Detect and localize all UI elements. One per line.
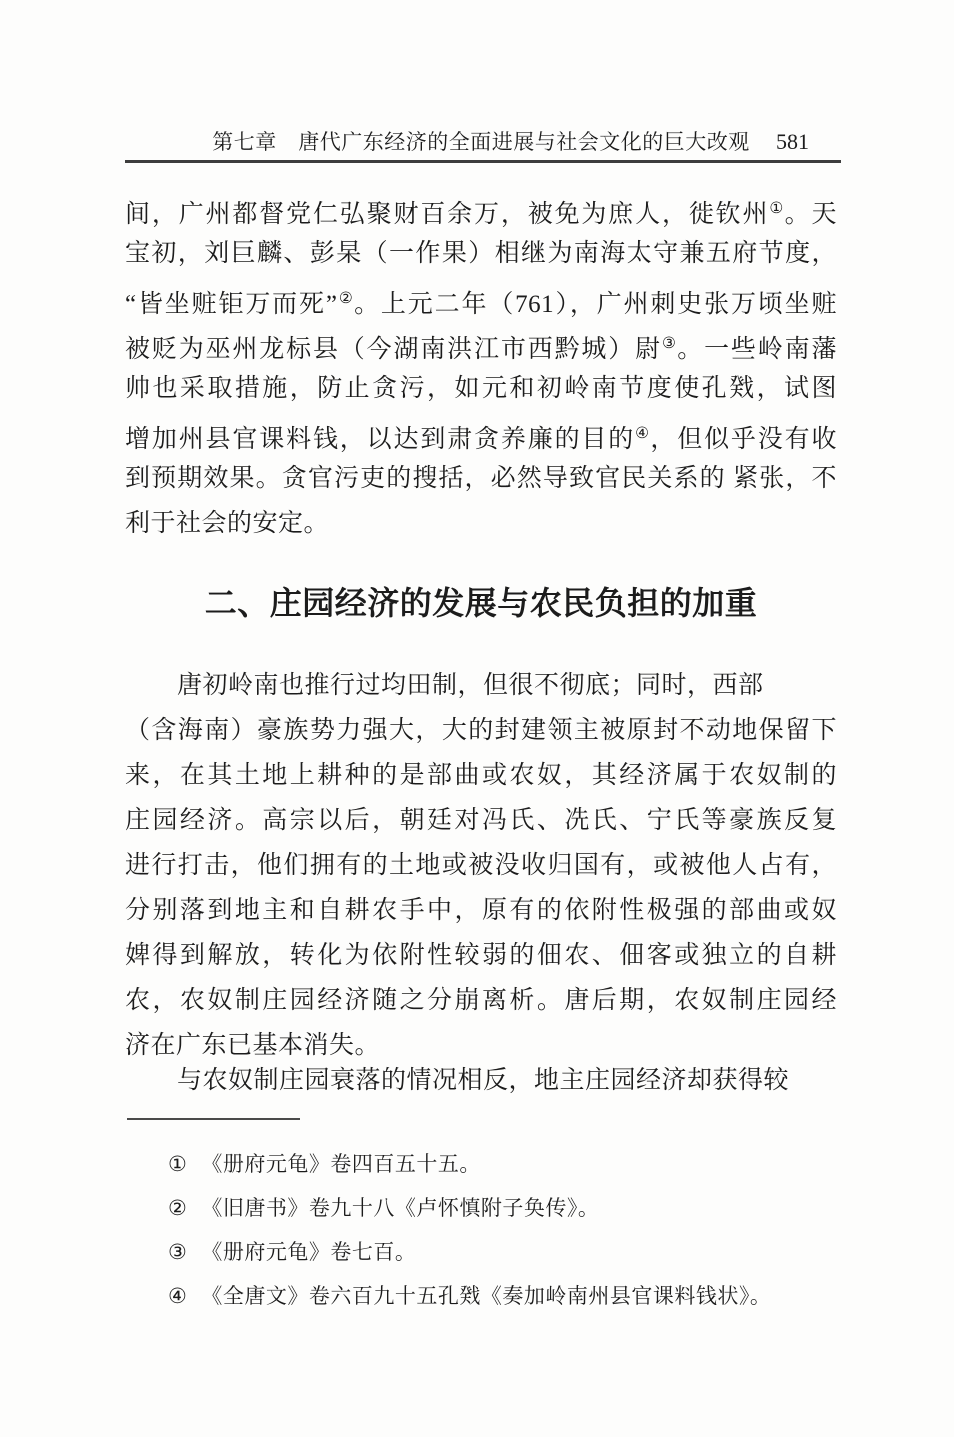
text-line: 到预期效果。贪官污吏的搜括，必然导致官民关系的 紧张，不: [125, 465, 837, 492]
text-line: 进行打击，他们拥有的土地或被没收归国有，或被他人占有，: [125, 852, 837, 879]
text-line: 与农奴制庄园衰落的情况相反，地主庄园经济却获得较: [177, 1067, 790, 1094]
text-line: 婢得到解放，转化为依附性较弱的佃农、佃客或独立的自耕: [125, 942, 837, 969]
footnote-separator-rule: [127, 1118, 300, 1120]
footnote-marker: ②: [168, 1196, 188, 1220]
footnote-text: 《旧唐书》卷九十八《卢怀慎附子奂传》。: [201, 1196, 600, 1220]
text-line: 增加州县官课料钱，以达到肃贪养廉的目的④，但似乎没有收: [125, 425, 837, 453]
text-line: 唐初岭南也推行过均田制，但很不彻底；同时，西部: [177, 672, 764, 699]
text-line: 分别落到地主和自耕农手中，原有的依附性极强的部曲或奴: [125, 897, 837, 924]
footnote-marker: ③: [168, 1240, 188, 1264]
footnote-2: [168, 1186, 848, 1230]
paragraph-3: [125, 1058, 837, 1103]
text-line: 农，农奴制庄园经济随之分崩离析。唐后期，农奴制庄园经: [125, 987, 837, 1014]
paragraph-1: [125, 186, 837, 546]
footnote-text: 《全唐文》卷六百九十五孔戣《奏加岭南州县官课料钱状》。: [201, 1284, 772, 1308]
footnote-4: [168, 1274, 848, 1318]
chapter-header-title: 第七章 唐代广东经济的全面进展与社会文化的巨大改观: [212, 130, 750, 154]
footnote-marker: ④: [168, 1284, 188, 1308]
text-line: 来，在其土地上耕种的是部曲或农奴，其经济属于农奴制的: [125, 762, 837, 789]
section-heading: 二、庄园经济的发展与农民负担的加重: [204, 585, 758, 621]
text-line: （含海南）豪族势力强大，大的封建领主被原封不动地保留下: [125, 717, 837, 744]
text-line: “皆坐赃钜万而死”②。上元二年（761），广州刺史张万顷坐赃: [125, 290, 837, 318]
text-line: 帅也采取措施，防止贪污，如元和初岭南节度使孔戣，试图: [125, 375, 837, 402]
text-line: 被贬为巫州龙标县（今湖南洪江市西黔城）尉③。一些岭南藩: [125, 335, 837, 363]
running-head: [125, 126, 837, 158]
footnote-1: [168, 1142, 848, 1186]
footnotes: [168, 1142, 848, 1318]
paragraph-2: [125, 663, 837, 1068]
text-line: 宝初，刘巨麟、彭杲（一作果）相继为南海太守兼五府节度，: [125, 240, 837, 267]
page-number: 581: [776, 129, 809, 154]
text-line: 济在广东已基本消失。: [125, 1032, 381, 1059]
header-rule: [125, 160, 841, 163]
text-line: 庄园经济。高宗以后，朝廷对冯氏、冼氏、宁氏等豪族反复: [125, 807, 837, 834]
text-line: 利于社会的安定。: [125, 510, 330, 537]
footnote-text: 《册府元龟》卷七百。: [201, 1240, 417, 1264]
text-line: 间，广州都督党仁弘聚财百余万，被免为庶人，徙钦州①。天: [125, 200, 837, 228]
footnote-text: 《册府元龟》卷四百五十五。: [201, 1152, 481, 1176]
footnote-3: [168, 1230, 848, 1274]
footnote-marker: ①: [168, 1152, 188, 1176]
